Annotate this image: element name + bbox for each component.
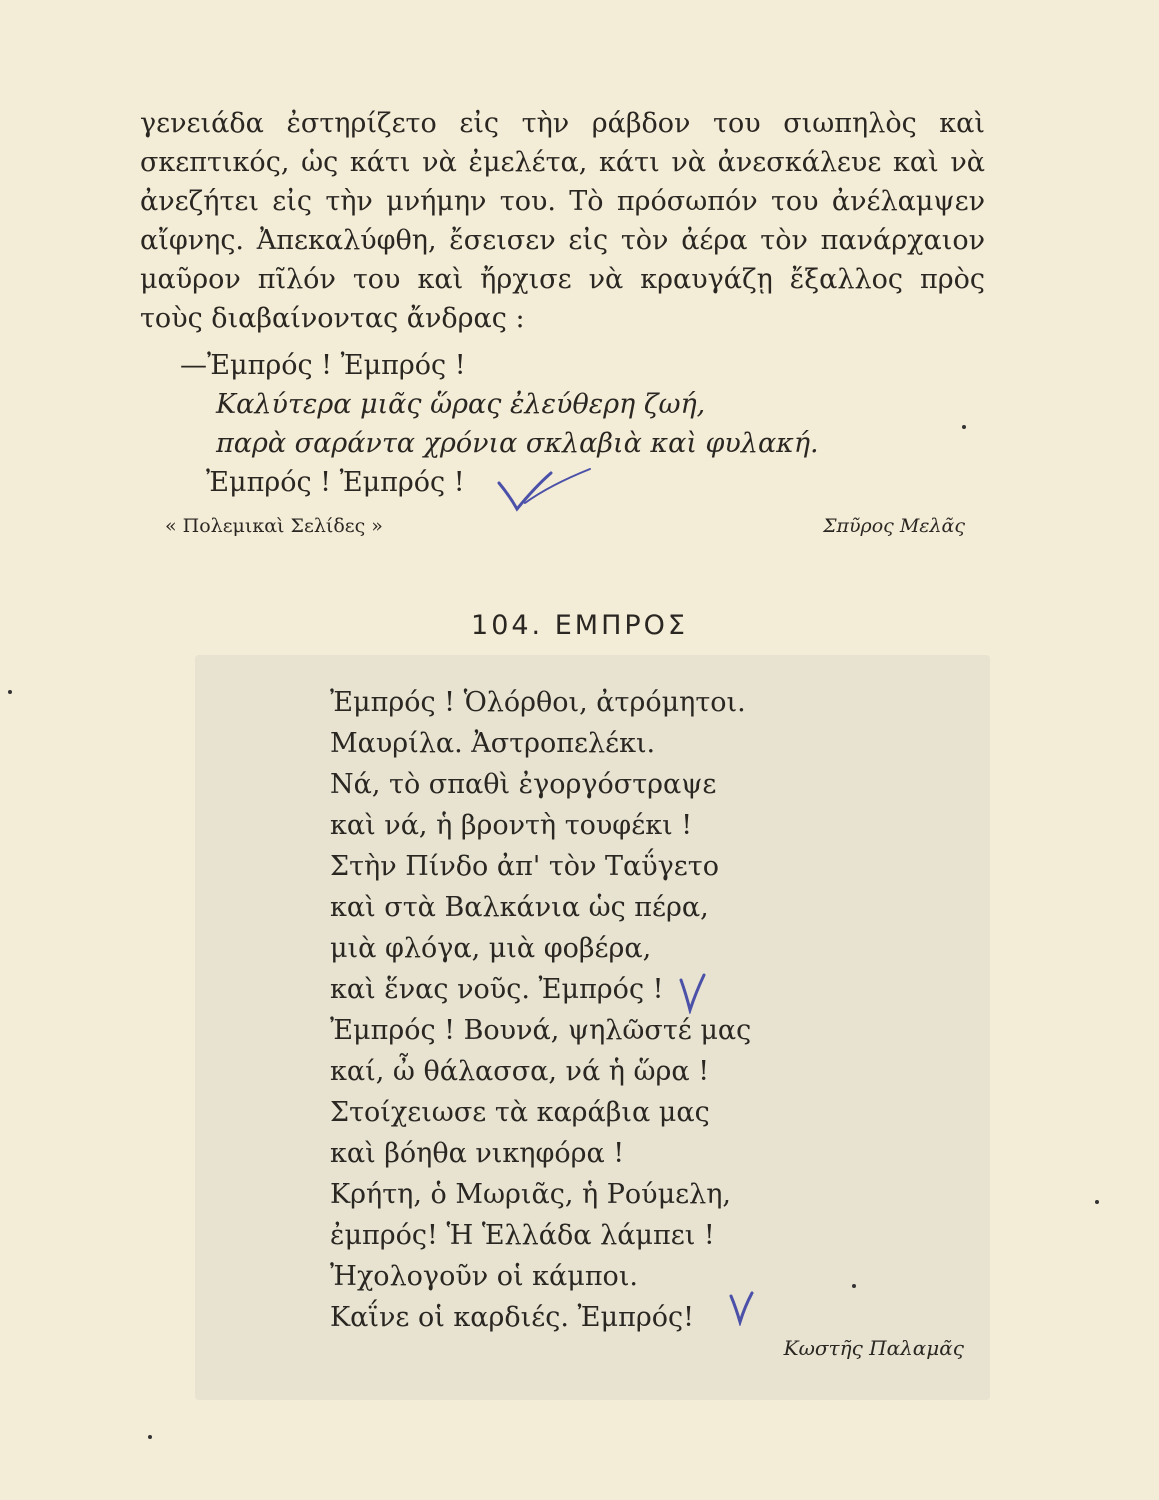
paper-speck bbox=[962, 425, 966, 429]
poem-line: ἐμπρός! Ἡ Ἑλλάδα λάμπει ! bbox=[330, 1220, 715, 1251]
poem-line: Ἐμπρός ! Βουνά, ψηλῶστέ μας bbox=[330, 1015, 752, 1046]
poem-line: Ἐμπρός ! Ὁλόρθοι, ἀτρόμητοι. bbox=[330, 687, 746, 718]
paper-speck bbox=[852, 1284, 856, 1288]
poem-line: Κρήτη, ὁ Μωριᾶς, ἡ Ρούμελη, bbox=[330, 1179, 731, 1210]
poem-line: Ἠχολογοῦν οἱ κάμποι. bbox=[330, 1261, 638, 1292]
pen-check-mark-icon bbox=[678, 972, 708, 1014]
poem-line: Στὴν Πίνδο ἀπ' τὸν Ταΰγετο bbox=[330, 851, 719, 882]
quote-verse-2: παρὰ σαράντα χρόνια σκλαβιὰ καὶ φυλακή. bbox=[216, 428, 819, 459]
poem-line: καὶ ἕνας νοῦς. Ἐμπρός ! bbox=[330, 974, 664, 1005]
poem-line: καὶ στὰ Βαλκάνια ὡς πέρα, bbox=[330, 892, 709, 923]
poem-line: καὶ νά, ἡ βροντὴ τουφέκι ! bbox=[330, 810, 693, 841]
poem-title: 104. ΕΜΠΡΟΣ bbox=[471, 610, 688, 641]
poem-line: Καΐνε οἱ καρδιές. Ἐμπρός! bbox=[330, 1302, 694, 1333]
prose-paragraph: γενειάδα ἐστηρίζετο εἰς τὴν ράβδον του σιωπηλὸς καὶ σκεπτικός, ὡς κάτι νὰ ἐμελέτα, κάτι νὰ ἀνεσκάλευε καὶ νὰ ἀνεζήτει εἰς τὴν μνήμην του. Τὸ πρόσωπόν του ἀνέλαμψεν αἴφνης. Ἀπεκαλύφθη, ἔσεισεν εἰς τὸν ἀέρα τὸν πανάρχαιον μαῦρον πῖλόν του καὶ ἤρχισε νὰ κραυγάζῃ ἔξαλλος πρὸς τοὺς διαβαίνοντας ἄνδρας : bbox=[140, 108, 985, 334]
paper-speck bbox=[8, 690, 12, 694]
poem-body bbox=[330, 682, 930, 1338]
paper-speck bbox=[1095, 1200, 1099, 1204]
poem-line: καί, ὦ θάλασσα, νά ἡ ὥρα ! bbox=[330, 1056, 710, 1087]
poem-line: Μαυρίλα. Ἀστροπελέκι. bbox=[330, 728, 656, 759]
source-title: « Πολεμικαὶ Σελίδες » bbox=[165, 515, 383, 537]
paper-speck bbox=[148, 1435, 152, 1439]
poem-line: Στοίχειωσε τὰ καράβια μας bbox=[330, 1097, 710, 1128]
pen-check-mark-icon bbox=[728, 1290, 756, 1326]
prose-block bbox=[140, 104, 985, 338]
poem-author: Κωστῆς Παλαμᾶς bbox=[783, 1336, 964, 1360]
quote-verse-1: Καλύτερα μιᾶς ὥρας ἐλεύθερη ζωή, bbox=[216, 389, 706, 420]
poem-line: Νά, τὸ σπαθὶ ἐγοργόστραψε bbox=[330, 769, 717, 800]
poem-line: καὶ βόηθα νικηφόρα ! bbox=[330, 1138, 625, 1169]
quote-cry-1: —Ἐμπρός ! Ἐμπρός ! bbox=[180, 350, 466, 381]
source-author: Σπῦρος Μελᾶς bbox=[823, 515, 965, 537]
poem-line: μιὰ φλόγα, μιὰ φοβέρα, bbox=[330, 933, 652, 964]
pen-check-mark-icon bbox=[495, 465, 595, 515]
quote-cry-2: Ἐμπρός ! Ἐμπρός ! bbox=[206, 467, 465, 498]
